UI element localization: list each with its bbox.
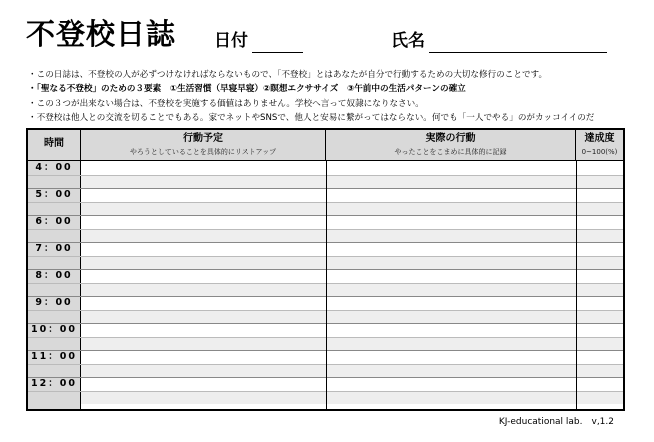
column-divider — [326, 161, 327, 409]
header-actual-label: 実際の行動 — [425, 133, 476, 144]
header-actual-sub: やったことをこまめに具体的に記録 — [394, 148, 507, 156]
table-row[interactable] — [81, 256, 623, 270]
table-row[interactable] — [81, 391, 623, 405]
table-row[interactable] — [81, 283, 623, 297]
table-row[interactable] — [81, 310, 623, 324]
time-label: 9：00 — [35, 297, 73, 308]
table-row[interactable] — [81, 161, 623, 175]
notes-block — [28, 68, 638, 125]
header-rate — [576, 130, 623, 160]
header-time — [28, 130, 81, 160]
table-row[interactable] — [81, 323, 623, 337]
column-divider — [576, 161, 577, 409]
table-row[interactable] — [81, 175, 623, 189]
table-row[interactable] — [81, 188, 623, 202]
header-actual — [326, 130, 576, 160]
note-line: ・不登校は他人との交流を切ることでもある。家でネットやSNSで、他人と安易に繋がってはならない。何でも「一人でやる」のがカッコイイのだ — [28, 112, 595, 123]
time-label: 6：00 — [35, 216, 73, 227]
time-label: 7：00 — [35, 243, 73, 254]
time-label: 12：00 — [31, 378, 77, 389]
date-label: 日付 — [214, 31, 248, 51]
time-label: 8：00 — [35, 270, 73, 281]
page-title: 不登校日誌 — [26, 17, 177, 51]
table-row[interactable] — [81, 229, 623, 243]
time-label: 4：00 — [35, 162, 73, 173]
name-field[interactable] — [429, 52, 607, 53]
name-label: 氏名 — [391, 31, 425, 51]
header-plan-label: 行動予定 — [183, 133, 223, 144]
note-line: ・「聖なる不登校」のための３要素 ①生活習慣（早寝早寝）②瞑想エクササイズ ③午前中の生活パターンの確立 — [28, 84, 466, 95]
header-plan — [81, 130, 326, 160]
table-row[interactable] — [81, 377, 623, 391]
table-row[interactable] — [81, 242, 623, 256]
footer-credit: KJ-educational lab. v,1.2 — [498, 417, 614, 427]
time-label: 10：00 — [31, 324, 77, 335]
note-line: ・この３つが出来ない場合は、不登校を実施する価値はありません。学校へ言って奴隷になりなさい。 — [28, 98, 424, 109]
table-row[interactable] — [81, 296, 623, 310]
date-field[interactable] — [252, 52, 303, 53]
note-line: ・この日誌は、不登校の人が必ずつけなければならないもので、「不登校」とはあなたが自分で行動するための大切な修行のことです。 — [28, 70, 548, 80]
table-row[interactable] — [81, 202, 623, 216]
header-rate-sub: 0~100(%) — [581, 148, 618, 156]
header-plan-sub: やろうとしていることを具体的にリストアップ — [129, 148, 277, 156]
header-time-label: 時間 — [44, 138, 64, 149]
time-label: 11：00 — [31, 351, 77, 362]
table-row[interactable] — [81, 364, 623, 378]
table-row[interactable] — [81, 337, 623, 351]
header-rate-label: 達成度 — [584, 133, 615, 144]
schedule-table — [26, 128, 625, 411]
table-row[interactable] — [81, 269, 623, 283]
table-row[interactable] — [81, 215, 623, 229]
table-row[interactable] — [81, 350, 623, 364]
time-label: 5：00 — [35, 189, 73, 200]
